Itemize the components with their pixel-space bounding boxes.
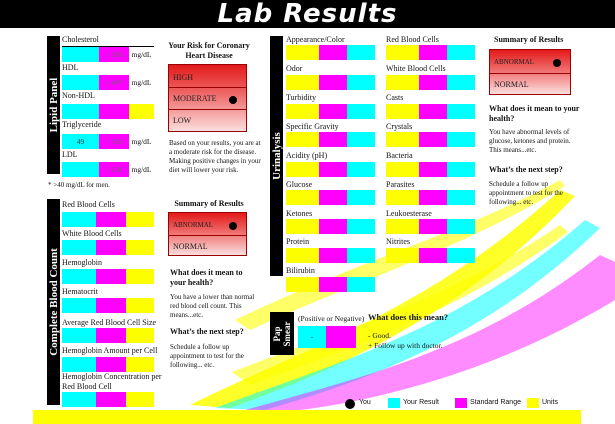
urine-row-label: Appearance/Color <box>286 35 345 44</box>
standard-range-cell <box>319 75 347 90</box>
legend-your-result-label: Your Result <box>403 399 439 406</box>
your-result-cell <box>62 212 96 227</box>
urine-answer-next: Schedule a follow up appointment to test for the following... etc. <box>489 180 563 206</box>
your-result-cell <box>347 162 375 177</box>
you-marker-icon <box>229 222 237 230</box>
standard-range-cell <box>96 212 126 227</box>
units-cell <box>286 45 319 60</box>
lipid-row-label: Triglyceride <box>62 120 102 129</box>
standard-range-cell <box>319 104 347 119</box>
standard-range-cell <box>319 219 347 234</box>
urine-row-label: Glucose <box>286 180 313 189</box>
lipid-row-label: Cholesterol <box>62 35 99 44</box>
cbc-row-label: Hemoglobin Concentration per Red Blood Cell <box>62 372 162 391</box>
standard-range-cell <box>419 162 447 177</box>
urine-row-label: Bacteria <box>386 151 413 160</box>
urine-question-next: What’s the next step? <box>489 165 563 174</box>
standard-range-cell <box>319 248 347 263</box>
legend-standard-range-swatch <box>455 398 467 408</box>
standard-range-cell <box>96 357 126 372</box>
pap-smear-tab <box>270 312 294 355</box>
summary-level-abnormal: ABNORMAL <box>173 221 214 229</box>
standard-range-cell <box>96 269 126 284</box>
units-cell <box>126 269 154 284</box>
cbc-row-label: White Blood Cells <box>62 229 122 238</box>
pap-answer-followup: + Follow up with doctor. <box>368 341 443 350</box>
units-cell <box>126 298 154 313</box>
summary-level-normal: NORMAL <box>173 242 208 251</box>
urinalysis-tab <box>270 36 283 276</box>
page-title: Lab Results <box>217 0 398 29</box>
lipid-footnote: * >40 mg/dL for men. <box>48 181 110 189</box>
lipid-row-label: LDL <box>62 150 78 159</box>
standard-range-cell <box>319 162 347 177</box>
units-cell <box>129 104 154 119</box>
urine-row-label: Specific Gravity <box>286 122 339 131</box>
standard-range-cell <box>419 75 447 90</box>
urine-question-health: What does it mean to your health? <box>489 104 580 123</box>
cbc-question-health: What does it mean to your health? <box>170 268 243 287</box>
standard-range-cell <box>419 248 447 263</box>
your-result-cell <box>347 277 375 292</box>
lipid-row-label: HDL <box>62 63 79 72</box>
your-result-cell <box>347 75 375 90</box>
units-cell <box>386 162 419 177</box>
urine-summary-heading: Summary of Results <box>494 35 564 44</box>
legend-you-label: You <box>359 399 371 406</box>
cbc-summary-meter <box>168 212 247 256</box>
urine-row-label: Acidity (pH) <box>286 151 328 160</box>
risk-level-high: HIGH <box>173 73 193 82</box>
risk-level-low: LOW <box>173 116 192 125</box>
units-cell: mg/dL <box>129 47 154 62</box>
standard-range-cell <box>319 132 347 147</box>
urine-row-label: Bilirubin <box>286 266 315 275</box>
your-result-cell <box>347 104 375 119</box>
cbc-row-label: Hemoglobin Amount per Cell <box>62 346 158 355</box>
your-result-cell <box>447 104 475 119</box>
urine-row-label: Parasites <box>386 180 415 189</box>
standard-range-cell: < 130 <box>99 162 129 177</box>
your-result-cell <box>447 132 475 147</box>
standard-range-cell <box>96 240 126 255</box>
legend-you-icon <box>345 399 355 409</box>
urine-answer-health: You have abnormal levels of glucose, ketones and protein. This means...etc. <box>489 128 571 154</box>
pap-header: (Positive or Negative) <box>298 314 365 323</box>
cbc-answer-next: Schedule a follow up appointment to test for the following... etc. <box>170 343 244 369</box>
your-result-cell <box>347 219 375 234</box>
cbc-tab <box>47 199 60 405</box>
units-cell <box>126 392 154 407</box>
pap-smear-label: Pap Smear <box>272 321 292 346</box>
header-bar <box>0 0 615 28</box>
standard-range-cell <box>419 190 447 205</box>
pap-answer-good: - Good. <box>368 331 391 340</box>
units-cell <box>386 219 419 234</box>
your-result-cell <box>62 269 96 284</box>
units-cell <box>286 132 319 147</box>
urine-row-label: Turbidity <box>286 93 316 102</box>
you-marker-icon <box>229 96 237 104</box>
units-cell <box>286 219 319 234</box>
units-cell <box>386 132 419 147</box>
units-cell <box>386 104 419 119</box>
units-cell <box>126 212 154 227</box>
risk-heading: Your Risk for Coronary Heart Disease <box>168 41 250 60</box>
risk-level-moderate: MODERATE <box>173 94 217 103</box>
units-cell: mg/dL <box>129 75 154 90</box>
your-result-cell <box>447 248 475 263</box>
standard-range-cell <box>319 45 347 60</box>
standard-range-cell: < 150 <box>99 134 129 149</box>
units-cell: mg/dL <box>129 134 154 149</box>
urine-row-label: Crystals <box>386 122 413 131</box>
units-cell <box>126 357 154 372</box>
urine-row-label: Protein <box>286 237 310 246</box>
units-cell: mg/dL <box>129 162 154 177</box>
units-cell <box>386 190 419 205</box>
standard-range-cell <box>99 104 129 119</box>
legend-units-swatch <box>527 398 539 408</box>
your-result-cell <box>62 357 96 372</box>
risk-meter <box>168 64 247 132</box>
urine-row-label: Casts <box>386 93 404 102</box>
your-result-cell <box>62 75 99 90</box>
urine-row-label: Red Blood Cells <box>386 35 439 44</box>
units-cell <box>386 45 419 60</box>
standard-range-cell <box>419 45 447 60</box>
your-result-cell <box>447 75 475 90</box>
cbc-question-next: What’s the next step? <box>170 327 244 336</box>
pap-range-cell <box>326 326 356 348</box>
cbc-row-label: Hematocrit <box>62 287 98 296</box>
urine-row-label: White Blood Cells <box>386 64 446 73</box>
standard-range-cell <box>96 328 126 343</box>
your-result-cell <box>447 162 475 177</box>
cbc-label: Complete Blood Count <box>47 248 60 356</box>
units-cell <box>126 240 154 255</box>
cbc-row-label: Red Blood Cells <box>62 200 115 209</box>
urine-row-label: Odor <box>286 64 303 73</box>
urine-row-label: Nitrites <box>386 237 410 246</box>
standard-range-cell <box>319 277 347 292</box>
legend-standard-range-label: Standard Range <box>470 399 521 406</box>
lipid-panel-tab <box>47 36 60 174</box>
urine-row-label: Leukoesterase <box>386 209 432 218</box>
units-cell <box>386 75 419 90</box>
your-result-cell <box>347 132 375 147</box>
your-result-cell <box>447 45 475 60</box>
your-result-cell <box>347 190 375 205</box>
risk-text: Based on your results, you are at a moderate risk for the disease. Making positive changes in your diet will lower your risk. <box>169 139 261 174</box>
urine-summary-meter <box>489 49 571 95</box>
pap-question: What does this mean? <box>368 312 449 322</box>
urinalysis-label: Urinalysis <box>270 132 283 180</box>
your-result-cell: 49 <box>62 134 99 149</box>
cbc-summary-heading: Summary of Results <box>174 199 244 208</box>
your-result-cell <box>62 104 99 119</box>
standard-range-cell <box>419 132 447 147</box>
your-result-cell <box>62 47 99 62</box>
your-result-cell <box>62 392 96 407</box>
footer-bar <box>33 410 581 424</box>
your-result-cell <box>347 248 375 263</box>
summary-level-abnormal: ABNORMAL <box>494 58 535 66</box>
legend-units-label: Units <box>542 399 558 406</box>
lipid-panel-label: Lipid Panel <box>47 77 60 133</box>
units-cell <box>386 248 419 263</box>
your-result-cell <box>62 328 96 343</box>
units-cell <box>286 75 319 90</box>
cbc-row-label: Average Red Blood Cell Size <box>62 318 157 327</box>
your-result-cell <box>447 190 475 205</box>
units-cell <box>286 162 319 177</box>
cbc-answer-health: You have a lower than normal red blood cell count. This means...etc. <box>170 293 255 319</box>
standard-range-cell <box>96 298 126 313</box>
standard-range-cell <box>419 219 447 234</box>
units-cell <box>286 248 319 263</box>
summary-level-normal: NORMAL <box>494 80 529 89</box>
urine-row-label: Ketones <box>286 209 313 218</box>
cbc-row-label: Hemoglobin <box>62 258 102 267</box>
units-cell <box>286 277 319 292</box>
pap-result-cell: - <box>298 326 326 348</box>
your-result-cell <box>62 298 96 313</box>
units-cell <box>286 104 319 119</box>
standard-range-cell <box>96 392 126 407</box>
standard-range-cell <box>419 104 447 119</box>
standard-range-cell: > 40* <box>99 75 129 90</box>
your-result-cell <box>62 240 96 255</box>
units-cell <box>286 190 319 205</box>
legend-your-result-swatch <box>388 398 400 408</box>
your-result-cell <box>447 219 475 234</box>
standard-range-cell <box>319 190 347 205</box>
your-result-cell <box>62 162 99 177</box>
your-result-cell <box>347 45 375 60</box>
units-cell <box>126 328 154 343</box>
standard-range-cell: < 200 <box>99 47 129 62</box>
you-marker-icon <box>553 59 561 67</box>
lipid-row-label: Non-HDL <box>62 91 95 100</box>
